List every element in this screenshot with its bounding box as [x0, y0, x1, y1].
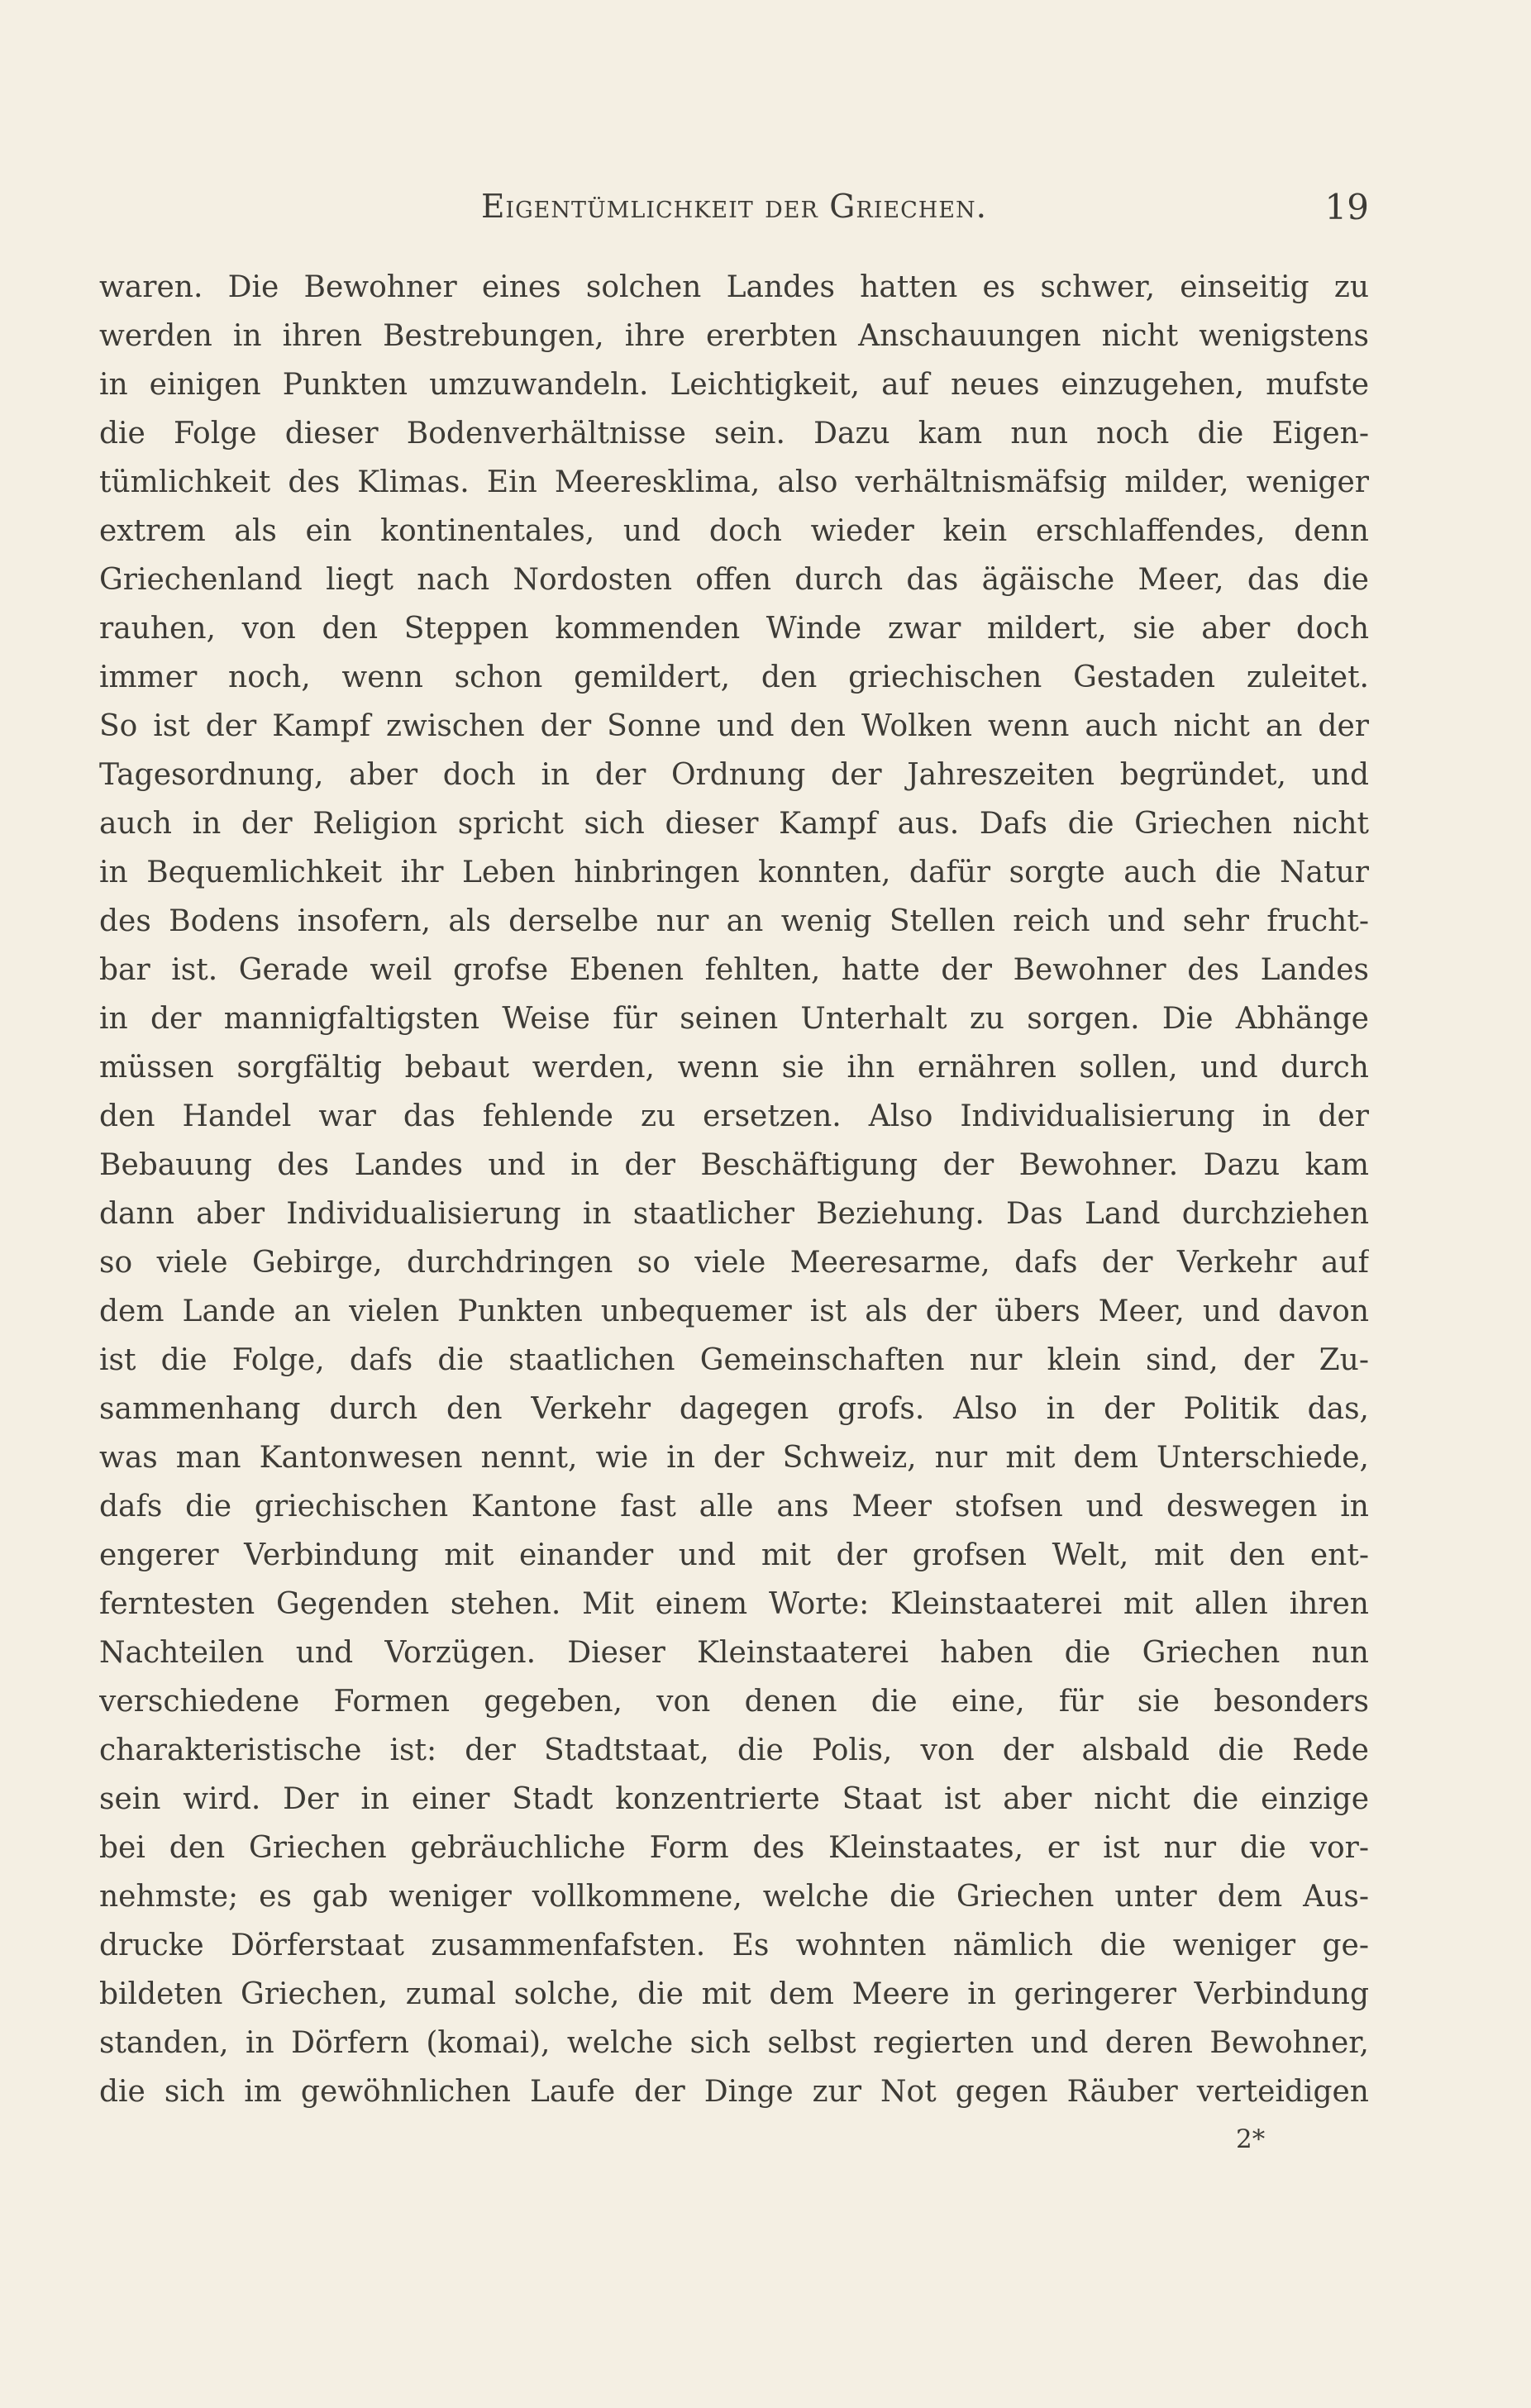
text-line: rauhen, von den Steppen kommenden Winde zwar mildert, sie aber doch — [99, 612, 1369, 646]
text-line: bei den Griechen gebräuchliche Form des Kleinstaates, er ist nur die vor- — [99, 1831, 1369, 1865]
text-line: waren. Die Bewohner eines solchen Landes hatten es schwer, einseitig zu — [99, 270, 1369, 304]
text-line: in der mannigfaltigsten Weise für seinen Unterhalt zu sorgen. Die Abhänge — [99, 1002, 1369, 1036]
text-line: müssen sorgfältig bebaut werden, wenn sie ihn ernähren sollen, und durch — [99, 1051, 1369, 1085]
text-line: verschiedene Formen gegeben, von denen die eine, für sie besonders — [99, 1685, 1369, 1719]
text-line: die sich im gewöhnlichen Laufe der Dinge zur Not gegen Räuber verteidigen — [99, 2075, 1369, 2109]
text-line: werden in ihren Bestrebungen, ihre ererbten Anschauungen nicht wenigstens — [99, 319, 1369, 353]
text-line: immer noch, wenn schon gemildert, den griechischen Gestaden zuleitet. — [99, 660, 1369, 694]
text-line: charakteristische ist: der Stadtstaat, die Polis, von der alsbald die Rede — [99, 1733, 1369, 1767]
text-line: dann aber Individualisierung in staatlicher Beziehung. Das Land durchziehen — [99, 1197, 1369, 1231]
text-line: bar ist. Gerade weil grofse Ebenen fehlten, hatte der Bewohner des Landes — [99, 953, 1369, 987]
text-line: bildeten Griechen, zumal solche, die mit dem Meere in geringerer Verbindung — [99, 1977, 1369, 2011]
text-line: des Bodens insofern, als derselbe nur an wenig Stellen reich und sehr frucht- — [99, 904, 1369, 938]
text-line: Griechenland liegt nach Nordosten offen durch das ägäische Meer, das die — [99, 563, 1369, 597]
text-line: Tagesordnung, aber doch in der Ordnung der Jahreszeiten begründet, und — [99, 758, 1369, 792]
text-line: So ist der Kampf zwischen der Sonne und den Wolken wenn auch nicht an der — [99, 709, 1369, 743]
signature-mark: 2* — [1236, 2124, 1266, 2154]
running-head-title: Eigentümlichkeit der Griechen. — [480, 188, 988, 226]
text-line: in einigen Punkten umzuwandeln. Leichtigkeit, auf neues einzugehen, mufste — [99, 368, 1369, 402]
text-line: sammenhang durch den Verkehr dagegen grofs. Also in der Politik das, — [99, 1392, 1369, 1426]
text-line: die Folge dieser Bodenverhältnisse sein. Dazu kam nun noch die Eigen- — [99, 417, 1369, 451]
text-line: was man Kantonwesen nennt, wie in der Schweiz, nur mit dem Unterschiede, — [99, 1441, 1369, 1475]
text-line: drucke Dörferstaat zusammenfafsten. Es wohnten nämlich die weniger ge- — [99, 1929, 1369, 1962]
text-line: auch in der Religion spricht sich dieser Kampf aus. Dafs die Griechen nicht — [99, 807, 1369, 841]
text-line: Nachteilen und Vorzügen. Dieser Kleinstaaterei haben die Griechen nun — [99, 1636, 1369, 1670]
text-line: extrem als ein kontinentales, und doch wieder kein erschlaffendes, denn — [99, 514, 1369, 548]
text-line: dem Lande an vielen Punkten unbequemer ist als der übers Meer, und davon — [99, 1295, 1369, 1328]
text-line: nehmste; es gab weniger vollkommene, welche die Griechen unter dem Aus- — [99, 1880, 1369, 1914]
text-line: in Bequemlichkeit ihr Leben hinbringen konnten, dafür sorgte auch die Natur — [99, 856, 1369, 889]
text-line: den Handel war das fehlende zu ersetzen. Also Individualisierung in der — [99, 1099, 1369, 1133]
body-text — [99, 263, 1369, 2116]
text-line: engerer Verbindung mit einander und mit der grofsen Welt, mit den ent- — [99, 1538, 1369, 1572]
text-line: dafs die griechischen Kantone fast alle ans Meer stofsen und deswegen in — [99, 1490, 1369, 1523]
text-line: standen, in Dörfern (komai), welche sich selbst regierten und deren Bewohner, — [99, 2026, 1369, 2060]
text-line: Bebauung des Landes und in der Beschäftigung der Bewohner. Dazu kam — [99, 1148, 1369, 1182]
text-line: sein wird. Der in einer Stadt konzentrierte Staat ist aber nicht die einzige — [99, 1782, 1369, 1816]
text-line: ist die Folge, dafs die staatlichen Gemeinschaften nur klein sind, der Zu- — [99, 1343, 1369, 1377]
text-line: tümlichkeit des Klimas. Ein Meeresklima, also verhältnismäfsig milder, weniger — [99, 465, 1369, 499]
text-line: so viele Gebirge, durchdringen so viele Meeresarme, dafs der Verkehr auf — [99, 1246, 1369, 1280]
text-line: ferntesten Gegenden stehen. Mit einem Worte: Kleinstaaterei mit allen ihren — [99, 1587, 1369, 1621]
page-number: 19 — [1324, 187, 1369, 227]
running-header — [99, 184, 1369, 241]
